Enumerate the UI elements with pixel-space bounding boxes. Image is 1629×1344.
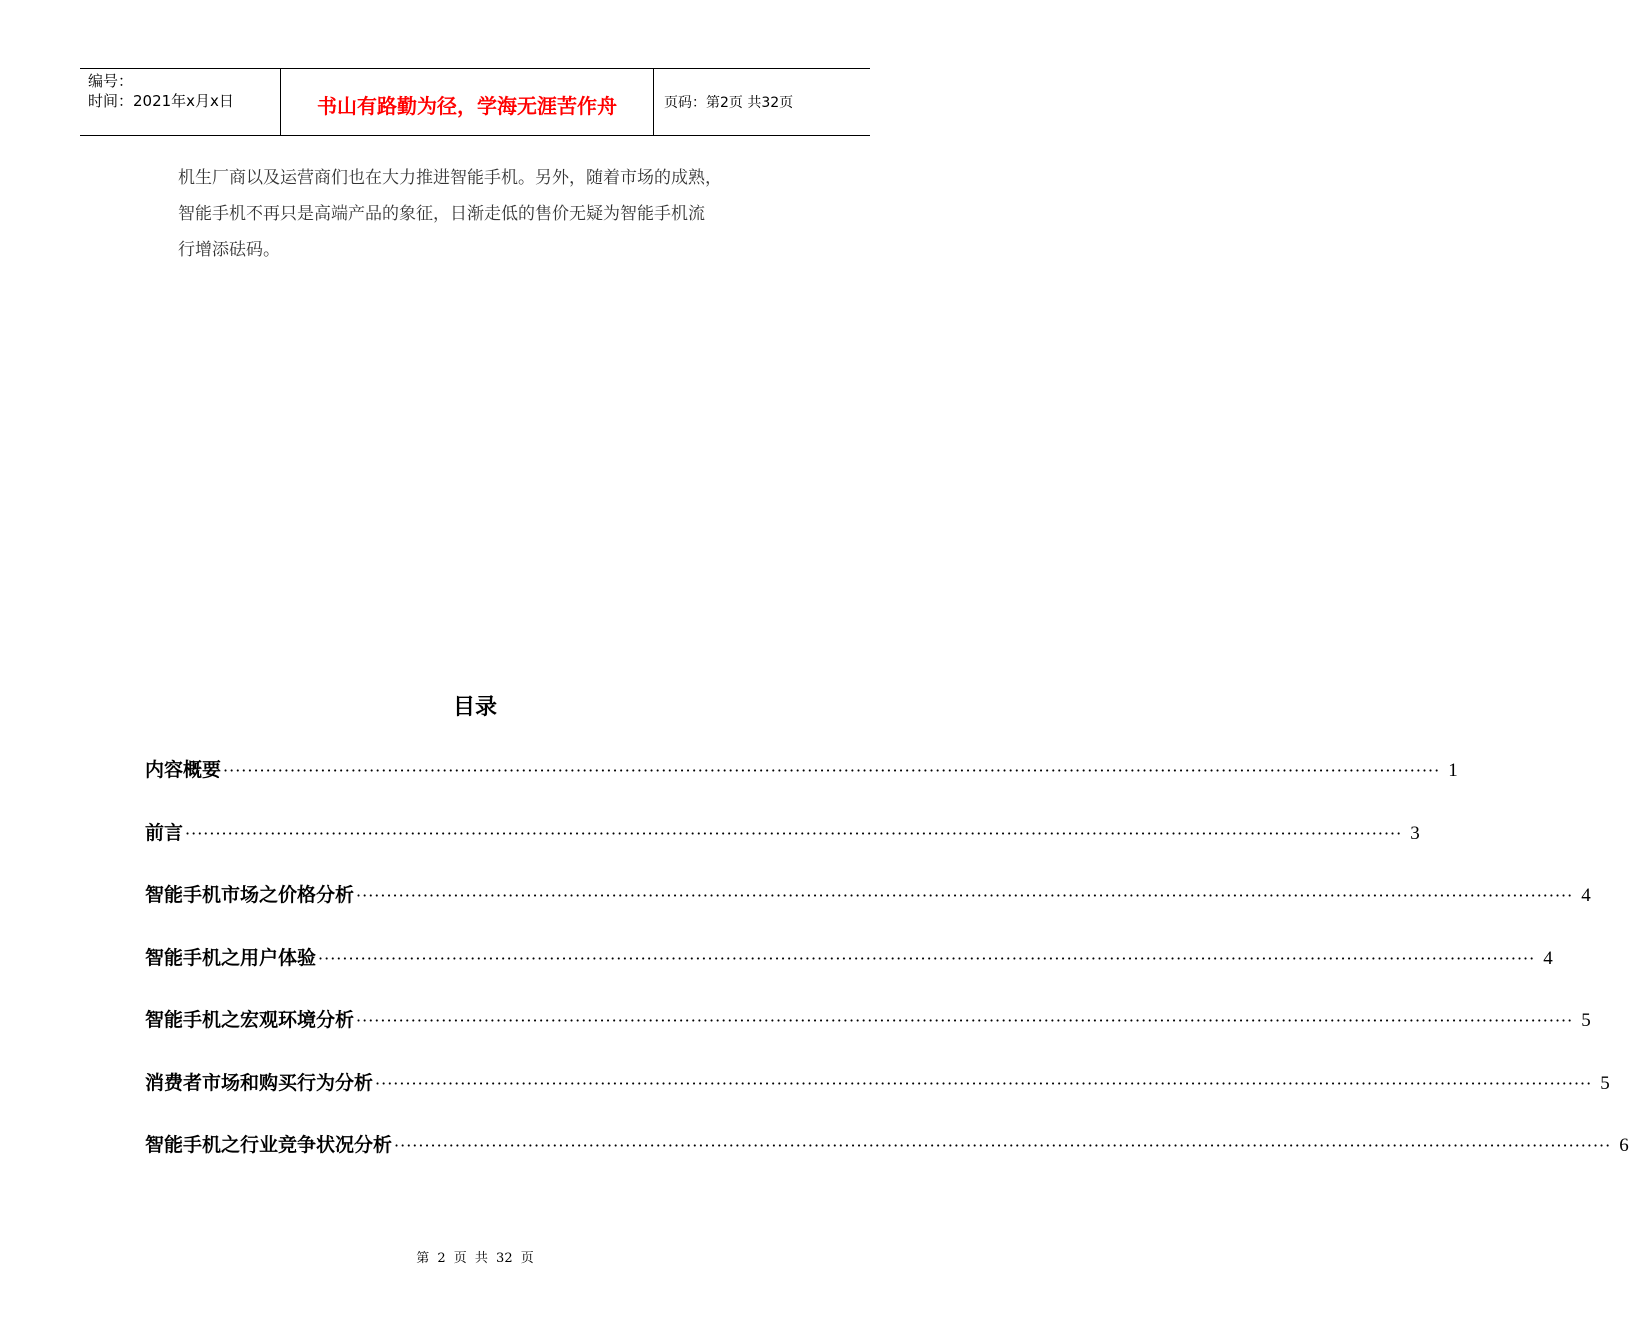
page-footer: 第 2 页 共 32 页: [416, 1251, 534, 1266]
toc-entry-label: 消费者市场和购买行为分析: [145, 1071, 374, 1094]
body-line: 机生厂商以及运营商们也在大力推进智能手机。另外，随着市场的成熟，: [178, 168, 722, 188]
toc-leader-dots: ········································································································································································································: [356, 1011, 1574, 1030]
toc-leader-dots: ········································································································································································································: [394, 1136, 1612, 1155]
toc-entry-label: 智能手机之宏观环境分析: [145, 1009, 355, 1031]
toc-entry-page: 6: [1619, 1135, 1629, 1156]
toc-entry[interactable]: [145, 1068, 1610, 1131]
toc-entry-page: 3: [1410, 822, 1420, 844]
body-line: 行增添砝码。: [178, 240, 280, 260]
toc-entry[interactable]: [145, 1005, 1591, 1068]
page-header: [80, 68, 870, 136]
toc-entry[interactable]: [145, 818, 1420, 881]
toc-entry-label: 智能手机之用户体验: [145, 946, 317, 969]
header-page-info: [654, 69, 870, 135]
page-info: 页码：第2页 共32页: [664, 95, 794, 111]
toc-entry[interactable]: [145, 943, 1553, 1006]
toc-entry-label: 智能手机之行业竞争状况分析: [145, 1134, 393, 1156]
toc-leader-dots: ········································································································································································································: [223, 761, 1441, 780]
toc-leader-dots: ········································································································································································································: [318, 948, 1536, 968]
toc-leader-dots: ········································································································································································································: [375, 1073, 1593, 1093]
toc-leader-dots: ········································································································································································································: [185, 823, 1403, 843]
toc-entry-page: 4: [1581, 885, 1591, 906]
toc-entry[interactable]: [145, 755, 1458, 818]
toc-entry[interactable]: [145, 880, 1591, 943]
toc-entry-label: 内容概要: [145, 759, 222, 781]
toc-entry-page: 5: [1600, 1072, 1610, 1094]
toc-entry-label: 智能手机市场之价格分析: [145, 884, 355, 906]
toc-entry-page: 4: [1543, 947, 1553, 969]
body-paragraph: [178, 160, 798, 268]
body-line: 智能手机不再只是高端产品的象征，日渐走低的售价无疑为智能手机流: [178, 204, 705, 224]
toc-entry[interactable]: [145, 1130, 1629, 1193]
toc-title: 目录: [452, 695, 497, 720]
toc-entry-page: 1: [1448, 760, 1458, 781]
table-of-contents: [145, 755, 1629, 1193]
date-label: 时间：2021年x月x日: [88, 92, 234, 110]
code-label: 编号：: [88, 72, 134, 90]
toc-leader-dots: ········································································································································································································: [356, 886, 1574, 905]
header-meta: [80, 69, 281, 135]
toc-entry-page: 5: [1581, 1010, 1591, 1031]
motto: 书山有路勤为径，学海无涯苦作舟: [317, 93, 617, 118]
toc-entry-label: 前言: [145, 821, 184, 844]
header-motto-cell: [281, 69, 654, 135]
